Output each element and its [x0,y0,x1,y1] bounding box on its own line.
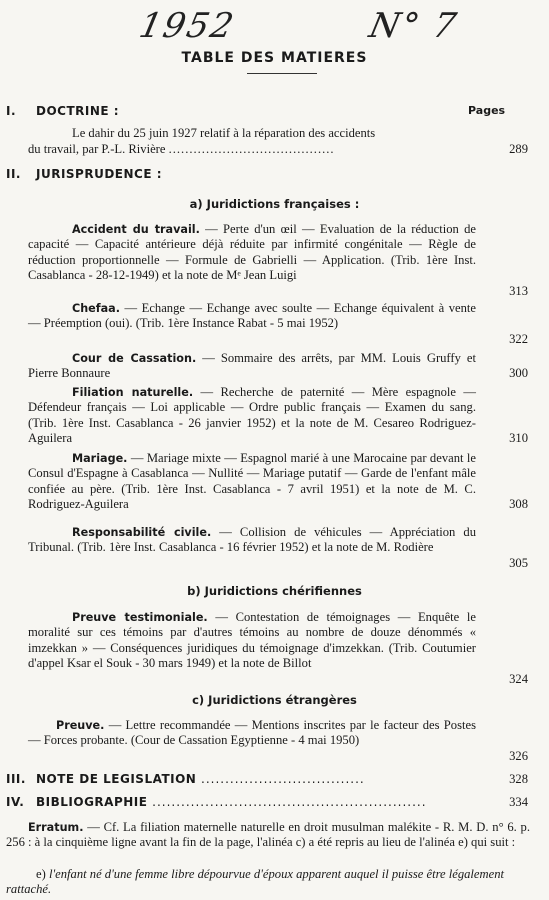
entry-text: — Perte d'un œil — Evaluation de la réduction de capacité — Capacité antérieure déjà réduite par infirmité congénitale — Règle de réduction proportionnelle — Formule de Gabrielli — Application. (Trib. 1ère Inst. Casablanca - 28-12-1949) et la note de Mᵉ Jean Luigi [28,222,476,283]
entry-preuve-testimoniale [28,610,476,672]
entry-keyword: Preuve. [56,719,105,732]
erratum-item-label: e) [36,867,46,881]
section-label: NOTE DE LEGISLATION [36,772,197,786]
subsection-a: a) Juridictions françaises : [189,197,360,211]
bibliographie-page: 334 [509,795,528,809]
entry-page: 310 [509,431,528,445]
erratum-item-text: l'enfant né d'une femme libre dépourvue d'époux apparent auquel il puisse être légalement rattaché. [6,867,504,897]
section-bibliographie: IV. BIBLIOGRAPHIE ......................................................... [6,795,427,809]
entry-text: — Collision de véhicules — Appréciation du Tribunal. (Trib. 1ère Inst. Casablanca - 16 février 1952) et la note de M. Rodière [28,525,476,555]
entry-accident-du-travail [28,222,476,284]
entry-text: — Recherche de paternité — Mère espagnole — Défendeur français — Loi applicable — Ordre public français — Examen du sang. (Trib. 1ère Inst. Casablanca - 26 janvier 1952) et la note de M. Cesareo Rodriguez-Aguilera [28,385,476,446]
section-number: I. [6,104,17,118]
page-title: TABLE DES MATIERES [181,50,368,66]
entry-keyword: Chefaa. [72,302,120,315]
entry-text: — Mariage mixte — Espagnol marié à une Marocaine par devant le Consul d'Espagne à Casablanca — Nullité — Mariage putatif — Garde de l'enfant mâle confiée au père. (Trib. 1ère Inst. Casablanca - 7 avril 1951) et la note de M. C. Rodriguez-Aguilera [28,451,476,512]
entry-keyword: Preuve testimoniale. [72,611,208,624]
pages-column-label: Pages [468,104,506,117]
handwritten-year: 1952 [135,6,239,46]
entry-page: 313 [509,284,528,298]
handwritten-number: N° 7 [365,6,462,46]
entry-text: — Lettre recommandée — Mentions inscrites par le facteur des Postes — Forces probante. (Cour de Cassation Egyptienne - 4 mai 1950) [28,718,476,748]
erratum-correction [6,867,530,898]
entry-preuve [28,718,476,749]
entry-text: — Contestation de témoignages — Enquête le moralité sur ces témoins par d'autres témoins au nombre de douze dénommés « imzekkan » — Conséquences juridiques du témoignage d'imzekkan. (Trib. Coutumier d'appel Ksar el Souk - 30 mars 1949) et la note de Billot [28,610,476,671]
erratum-text: — Cf. La filiation maternelle naturelle en droit musulman malékite - R. M. D. n° 6. p. 256 : à la cinquième ligne avant la fin de la page, l'alinéa c) a été repris au lieu de l'alinéa e) qui suit : [6,820,530,850]
title-rule [247,73,317,74]
erratum-keyword: Erratum. [28,821,84,834]
section-legislation: III. NOTE DE LEGISLATION .................................. [6,772,365,786]
entry-page: 308 [509,497,528,511]
entry-responsabilite-civile [28,525,476,556]
entry-page: 324 [509,672,528,686]
entry-page: 322 [509,332,528,346]
entry-text: — Sommaire des arrêts, par MM. Louis Gruffy et Pierre Bonnaure [28,351,476,381]
section-label: JURISPRUDENCE : [36,167,163,181]
entry-keyword: Mariage. [72,452,128,465]
entry-page: 305 [509,556,528,570]
entry-keyword: Cour de Cassation. [72,352,197,365]
entry-filiation-naturelle [28,385,476,447]
section-label: DOCTRINE : [36,104,120,118]
entry-page: 300 [509,366,528,380]
entry-keyword: Accident du travail. [72,223,200,236]
entry-page: 326 [509,749,528,763]
section-number: II. [6,167,21,181]
section-number: III. [6,772,26,786]
entry-keyword: Responsabilité civile. [72,526,212,539]
entry-cour-de-cassation [28,351,476,382]
legislation-page: 328 [509,772,528,786]
entry-chefaa [28,301,476,332]
entry-text: — Echange — Echange avec soulte — Echange équivalent à vente — Préemption (oui). (Trib. 1ère Instance Rabat - 5 mai 1952) [28,301,476,331]
doctrine-line-2: du travail, par P.-L. Rivière ........................................ [28,142,335,156]
section-doctrine [6,104,119,118]
subsection-b: b) Juridictions chérifiennes [187,584,362,598]
section-label: BIBLIOGRAPHIE [36,795,148,809]
entry-mariage [28,451,476,513]
doctrine-page: 289 [509,142,528,156]
entry-keyword: Filiation naturelle. [72,386,194,399]
section-jurisprudence [6,167,162,181]
erratum [6,820,530,851]
section-number: IV. [6,795,25,809]
doctrine-line-1: Le dahir du 25 juin 1927 relatif à la réparation des accidents [72,126,376,140]
subsection-c: c) Juridictions étrangères [192,693,357,707]
